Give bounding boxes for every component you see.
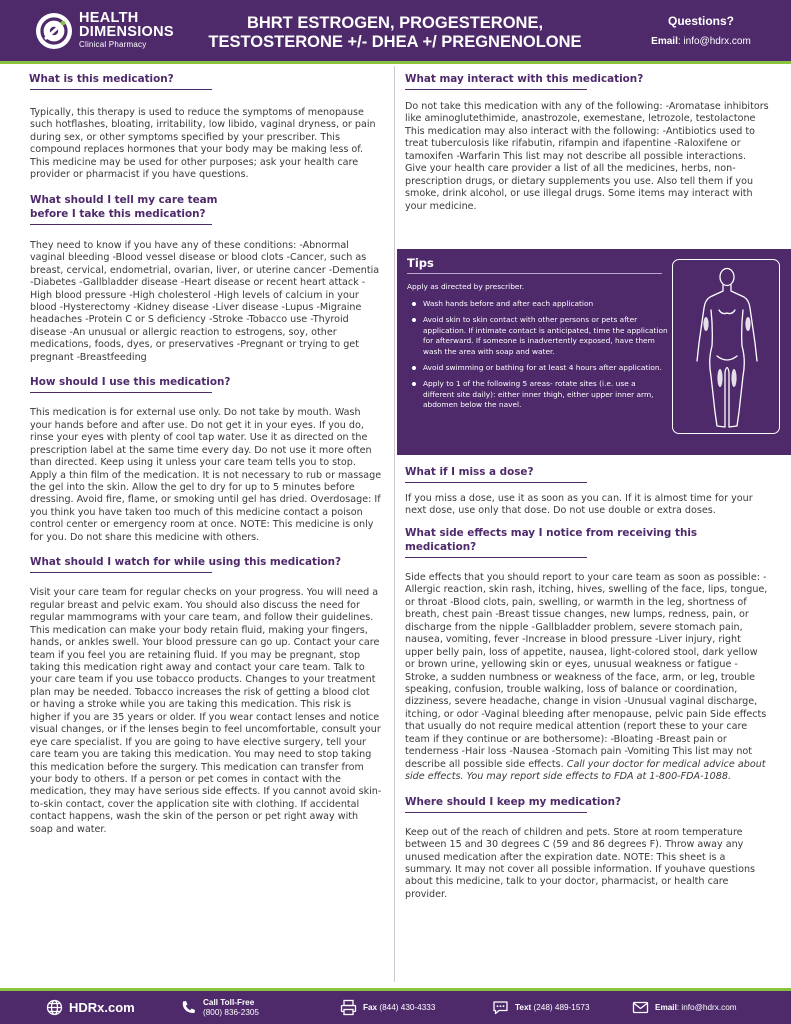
footer-call-label: Call Toll-Free [203, 997, 255, 1007]
section-side-effects [405, 526, 770, 784]
upper-arm-site [703, 317, 708, 331]
section-storage [405, 795, 770, 902]
footer-website-text: HDRx.com [69, 1000, 135, 1015]
section-watch-for [30, 555, 382, 836]
chat-icon [492, 999, 509, 1016]
right-column-bottom [405, 465, 770, 901]
footer-text-number: (248) 489-1573 [531, 1002, 590, 1012]
fax-icon [340, 999, 357, 1016]
logo-subtitle: Clinical Pharmacy [79, 40, 147, 49]
thigh-site [717, 369, 722, 387]
section-tell-care-team [30, 193, 382, 365]
footer-call-number: (800) 836-2305 [203, 1007, 259, 1017]
heading-rule [30, 572, 212, 573]
section-heading: What side effects may I notice from receiving this medication? [405, 526, 698, 553]
logo-icon [36, 13, 72, 49]
tips-item-text: Avoid swimming or bathing for at least 4 hours after application. [423, 363, 662, 373]
header-email[interactable] [616, 36, 786, 47]
right-column-top [405, 72, 770, 213]
body-outline-icon [673, 260, 781, 435]
left-column [30, 72, 382, 836]
footer-email-value: : info@hdrx.com [676, 1002, 737, 1012]
header-email-value: : info@hdrx.com [677, 36, 751, 47]
thigh-site [731, 369, 736, 387]
globe-icon [46, 999, 63, 1016]
application-sites-figure [672, 259, 780, 434]
heading-rule [30, 392, 212, 393]
tips-item [410, 315, 668, 357]
section-missed-dose [405, 465, 770, 518]
header-bar [0, 0, 791, 64]
footer-fax-number: (844) 430-4333 [377, 1002, 436, 1012]
footer-phone[interactable] [180, 991, 259, 1024]
section-interactions [405, 72, 770, 213]
bullet-icon [412, 366, 416, 370]
logo-name: HEALTH DIMENSIONS [79, 10, 174, 40]
section-how-to-use [30, 375, 382, 544]
section-what-is [30, 72, 382, 182]
tips-item-text: Wash hands before and after each application [423, 299, 594, 308]
footer-email[interactable] [632, 991, 737, 1024]
tips-list [410, 299, 668, 417]
phone-icon [180, 999, 197, 1016]
tips-item-text: Apply to 1 of the following 5 areas- rotate sites (i.e. use a different site daily): either inner thigh, either upper inner arm, abdomen below the navel. [423, 379, 654, 410]
heading-rule [405, 89, 587, 90]
tips-intro: Apply as directed by prescriber. [407, 282, 525, 291]
section-text: Visit your care team for regular checks on your progress. You will need a regular breast and pelvic exam. You should also discuss the need for regular mammograms with your care team, and follow their guidelines. This medication can make your body retain fluid, making your fingers, hands, or ankles swell. Your blood pressure can go up. Contact your care team if you feel you are retaining fluid. If you may be pregnant, stop taking this medication right away and contact your care team. Talk to your care team if you use tobacco products. Changes to your treatment plan may be needed. Tobacco increases the risk of getting a blood clot or having a stroke while you are taking this medication. This risk is higher if you are 35 years or older. If you wear contact lenses and notice visual changes, or if the lenses begin to feel uncomfortable, consult your eye care specialist. If you are going to have elective surgery, tell your care team you are taking this medication. You may need to stop taking this medication before the surgery. This medication can transfer from your body to others. If a person or pet comes in contact with the medication, they may have serious side effects. If you cannot avoid skin-to-skin contact, cover the application site with clothing. If accidental contact happens, wash the skin of the person or pet right away with soap and water. [30, 587, 382, 835]
questions-label: Questions? [667, 14, 734, 28]
tips-title: Tips [407, 256, 434, 270]
bullet-icon [412, 302, 416, 306]
section-text: Keep out of the reach of children and pets. Store at room temperature between 15 and 30 degrees C (59 and 86 degrees F). Throw away any unused medication after the expiration date. NOTE: This sheet is a summary. It may not cover all possible information. If youhave questions about this medicine, talk to your doctor, pharmacist, or health care provider. [405, 826, 756, 900]
upper-arm-site [745, 317, 750, 331]
section-text: If you miss a dose, use it as soon as you can. If it is almost time for your next dose, use only that dose. Do not use double or extra doses. [405, 493, 753, 517]
document-title: BHRT ESTROGEN, PROGESTERONE, TESTOSTERONE +/- DHEA +/ PREGNENOLONE [208, 14, 582, 51]
side-effects-report-note: Call your doctor for medical advice about side effects. You may report side effects to FDA at 1-800-FDA-1088. [405, 758, 766, 783]
section-text: Typically, this therapy is used to reduce the symptoms of menopause such hotflashes, bloating, irritability, low libido, vaginal dryness, or pain during sex, or other symptoms specified by your prescriber. This compound replaces hormones that your body may be making less of. This medicine may be used for other purposes; ask your health care provider or pharmacist if you have questions. [30, 107, 376, 181]
footer-text-label: Text [515, 1002, 532, 1012]
tips-item [410, 379, 668, 410]
footer-fax[interactable] [340, 991, 435, 1024]
heading-rule [405, 482, 587, 483]
tips-item [410, 363, 668, 373]
section-text: This medication is for external use only. Do not take by mouth. Wash your hands before and after use. Do not get it in your eyes. If you do, rinse your eyes with plenty of cool tap water. Use it as directed on the prescription label at the same time every day. Do not use it more often than directed. Keep using it unless your care team tells you to stop. Apply a thin film of the medication. It is not necessary to rub or massage the gel into the skin. Allow the gel to dry for up to 5 minutes before dressing. Avoid fire, flame, or smoking until gel has dried. Overdosage: If you think you have taken too much of this medicine contact a poison control center or emergency room at once. NOTE: This medicine is only for you. Do not share this medicine with others. [30, 407, 382, 543]
tips-rule [407, 273, 662, 274]
section-heading: Where should I keep my medication? [405, 795, 622, 808]
footer-fax-label: Fax [363, 1002, 378, 1012]
column-divider [394, 66, 395, 982]
footer-text[interactable] [492, 991, 590, 1024]
tips-box [397, 249, 791, 455]
heading-rule [405, 812, 587, 813]
section-text: Do not take this medication with any of the following: -Aromatase inhibitors like aminoglutethimide, anastrozole, exemestane, letrozole, testolactone This medication may also interact with the following: -Antibiotics used to treat tuberculosis like rifabutin, rifampin and ifapentine -Raloxifene or tamoxifen -Warfarin This list may not describe all possible interactions. Give your health care provider a list of all the medicines, herbs, non-prescription drugs, or dietary supplements you use. Also tell them if you smoke, drink alcohol, or use illegal drugs. Some items may interact with your medicine. [405, 101, 769, 212]
section-heading: How should I use this medication? [30, 376, 231, 389]
footer-website[interactable] [46, 991, 135, 1024]
tips-item-text: Avoid skin to skin contact with other persons or pets after application. If intimate contact is anticipated, time the application for afterward. If someone is inadvertently exposed, have them wash the area with soap and water. [423, 315, 668, 356]
side-effects-text: Side effects that you should report to your care team as soon as possible: -Allergic reaction, skin rash, itching, hives, swelling of the face, lips, tongue, or throat -Blood clots, pain, swelling, or warmth in the leg, shortness of breath, chest pain -Breast tissue changes, new lumps, redness, pain, or discharge from the nipple -Gallbladder problem, severe stomach pain, nausea, vomiting, fever -Increase in blood pressure -Liver injury, right upper belly pain, loss of appetite, nausea, light-colored stool, dark yellow or brown urine, yellowing skin or eyes, unusual weakness or fatigue -Stroke, a sudden numbness or weakness of the face, arm, or leg, trouble speaking, confusion, trouble walking, loss of balance or coordination, dizziness, severe headache, change in vision -Unusual vaginal discharge, itching, or odor -Vaginal bleeding after menopause, pelvic pain Side effects that usually do not require medical attention (report these to your care team if they continue or are bothersome): -Bloating -Breast pain or tenderness -Hair loss -Nausea -Stomach pain -Vomiting This list may not describe all possible side effects. [405, 571, 768, 770]
bullet-icon [412, 318, 416, 322]
section-heading: What if I miss a dose? [405, 466, 534, 478]
heading-rule [30, 89, 212, 90]
heading-rule [405, 557, 587, 558]
footer-bar [0, 988, 791, 1024]
heading-rule [30, 224, 212, 225]
section-text: They need to know if you have any of these conditions: -Abnormal vaginal bleeding -Blood vessel disease or blood clots -Cancer, such as breast, cervical, endometrial, ovarian, liver, or uterine cancer -Dementia -Diabetes -Gallbladder disease -Heart disease or recent heart attack -High blood pressure -High cholesterol -High levels of calcium in your blood -Hysterectomy -Kidney disease -Liver disease -Lupus -Migraine headaches -Protein C or S deficiency -Stroke -Tobacco use -Thyroid disease -An unusual or allergic reaction to estrogens, soy, other medications, foods, dyes, or preservatives -Pregnant or trying to get pregnant -Breastfeeding [30, 239, 380, 363]
header-email-label: Email [651, 36, 678, 47]
section-heading: What should I tell my care team before I take this medication? [30, 193, 218, 220]
tips-item [410, 299, 668, 309]
envelope-icon [632, 999, 649, 1016]
section-heading: What is this medication? [29, 73, 174, 85]
footer-email-label: Email [655, 1002, 677, 1012]
section-heading: What may interact with this medication? [405, 73, 644, 85]
bullet-icon [412, 382, 416, 386]
section-text [405, 572, 770, 784]
section-heading: What should I watch for while using this medication? [30, 556, 342, 569]
